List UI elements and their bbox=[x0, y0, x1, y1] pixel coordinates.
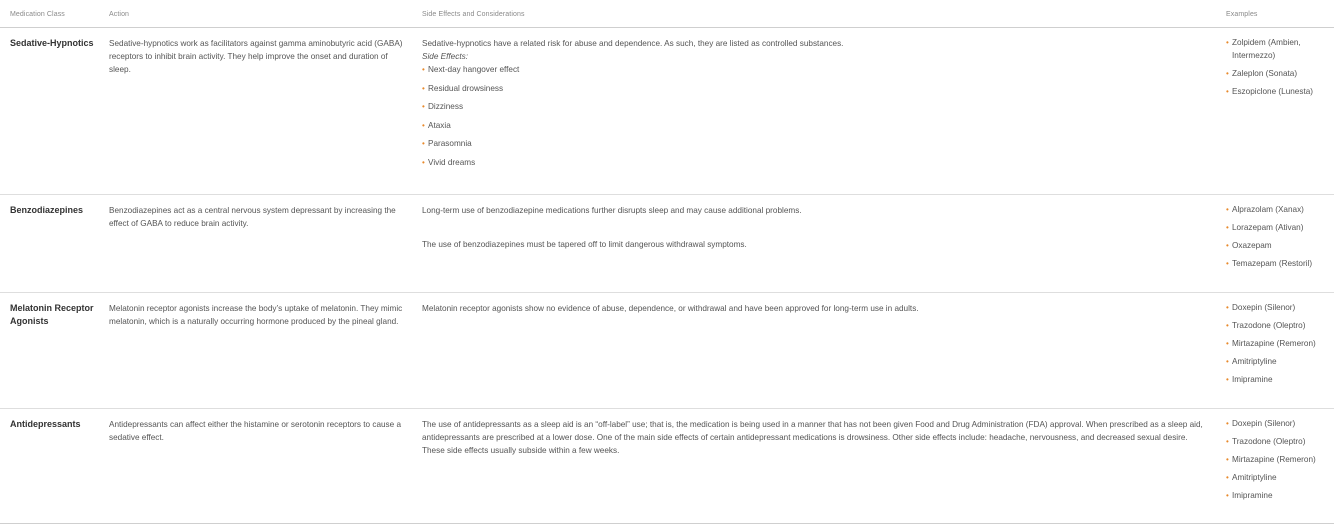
list-item bbox=[1226, 86, 1330, 99]
action-text: Melatonin receptor agonists increase the body’s uptake of melatonin. They mimic melatonin, which is a naturally occurring hormone produced by the pineal gland. bbox=[109, 304, 403, 326]
class-name: Sedative-Hypnotics bbox=[10, 38, 94, 48]
example-text: Lorazepam (Ativan) bbox=[1232, 223, 1304, 232]
list-item bbox=[1226, 374, 1330, 387]
example-text: Alprazolam (Xanax) bbox=[1232, 205, 1304, 214]
header-examples: Examples bbox=[1226, 11, 1258, 18]
list-item bbox=[1226, 68, 1330, 81]
class-name: Melatonin Receptor Agonists bbox=[10, 303, 94, 326]
example-text: Doxepin (Silenor) bbox=[1232, 303, 1296, 312]
list-item bbox=[1226, 258, 1330, 271]
list-item-text: Vivid dreams bbox=[428, 157, 476, 167]
side-effects-text: The use of antidepressants as a sleep aid is an “off-label” use; that is, the medication is being used in a manner that has not been given Food and Drug Administration (FDA) approval. When prescribed as a sleep aid, antidepressants are prescribed at a lower dose. One of the main side effects of certain antidepressant medications is drowsiness. Other side effects include: headache, nervousness, and decreased sexual desire. These side effects usually subside within a few weeks. bbox=[422, 420, 1203, 455]
examples-cell bbox=[1226, 37, 1334, 194]
example-text: Doxepin (Silenor) bbox=[1232, 419, 1296, 428]
bullet-icon: • bbox=[1226, 86, 1229, 96]
side-effects-text: Long-term use of benzodiazepine medications further disrupts sleep and may cause additional problems. bbox=[422, 206, 802, 215]
example-text: Trazodone (Oleptro) bbox=[1232, 321, 1306, 330]
list-item-text: Next-day hangover effect bbox=[428, 65, 520, 74]
example-text: Eszopiclone (Lunesta) bbox=[1232, 86, 1314, 96]
examples-cell bbox=[1226, 204, 1334, 292]
example-text: Trazodone (Oleptro) bbox=[1232, 437, 1306, 446]
header-action: Action bbox=[109, 11, 130, 18]
list-item bbox=[1226, 222, 1330, 235]
side-effects-list bbox=[422, 63, 1208, 169]
table-row bbox=[0, 409, 1334, 524]
example-text: Amitriptyline bbox=[1232, 473, 1277, 482]
table-row bbox=[0, 28, 1334, 195]
side-effects-heading: Side Effects: bbox=[422, 52, 468, 61]
example-text: Zaleplon (Sonata) bbox=[1232, 68, 1298, 78]
list-item bbox=[1226, 436, 1330, 449]
examples-list bbox=[1226, 204, 1330, 271]
list-item bbox=[1226, 418, 1330, 431]
list-item bbox=[1226, 302, 1330, 315]
side-effects-cell bbox=[422, 37, 1226, 194]
table-row bbox=[0, 293, 1334, 409]
list-item-text: Residual drowsiness bbox=[428, 83, 504, 93]
header-medication-class: Medication Class bbox=[10, 11, 65, 18]
bullet-icon: • bbox=[1226, 357, 1229, 366]
bullet-icon: • bbox=[1226, 455, 1229, 464]
list-item bbox=[422, 156, 1208, 169]
list-item bbox=[1226, 472, 1330, 485]
example-text: Zolpidem (Ambien, Intermezzo) bbox=[1232, 38, 1301, 60]
example-text: Amitriptyline bbox=[1232, 357, 1277, 366]
bullet-icon: • bbox=[1226, 68, 1229, 78]
list-item bbox=[1226, 338, 1330, 351]
example-text: Mirtazapine (Remeron) bbox=[1232, 455, 1316, 464]
example-text: Imipramine bbox=[1232, 375, 1273, 384]
bullet-icon: • bbox=[1226, 491, 1229, 500]
list-item bbox=[422, 82, 1208, 95]
side-effects-text: Sedative-hypnotics have a related risk for abuse and dependence. As such, they are listed as controlled substances. bbox=[422, 39, 844, 48]
bullet-icon: • bbox=[422, 65, 425, 74]
bullet-icon: • bbox=[422, 102, 425, 111]
list-item-text: Parasomnia bbox=[428, 139, 472, 148]
examples-list bbox=[1226, 418, 1330, 503]
class-name: Benzodiazepines bbox=[10, 205, 84, 215]
side-effects-text: Melatonin receptor agonists show no evidence of abuse, dependence, or withdrawal and have been approved for long-term use in adults. bbox=[422, 304, 919, 313]
list-item bbox=[1226, 454, 1330, 467]
list-item-text: Ataxia bbox=[428, 120, 451, 130]
side-effects-cell bbox=[422, 418, 1226, 523]
list-item bbox=[422, 119, 1208, 132]
bullet-icon: • bbox=[1226, 223, 1229, 232]
table-row bbox=[0, 195, 1334, 293]
paragraph-gap bbox=[422, 217, 1208, 238]
bullet-icon: • bbox=[1226, 38, 1229, 47]
list-item bbox=[1226, 204, 1330, 217]
bullet-icon: • bbox=[1226, 375, 1229, 384]
bullet-icon: • bbox=[1226, 205, 1229, 214]
examples-list bbox=[1226, 302, 1330, 387]
header-side-effects: Side Effects and Considerations bbox=[422, 11, 525, 18]
action-text: Benzodiazepines act as a central nervous system depressant by increasing the effect of GABA to reduce brain activity. bbox=[109, 206, 396, 228]
bullet-icon: • bbox=[422, 83, 425, 93]
examples-cell bbox=[1226, 418, 1334, 523]
list-item-text: Dizziness bbox=[428, 102, 464, 111]
example-text: Mirtazapine (Remeron) bbox=[1232, 339, 1316, 348]
action-text: Sedative-hypnotics work as facilitators against gamma aminobutyric acid (GABA) receptors to inhibit brain activity. They help improve the onset and duration of sleep. bbox=[109, 39, 403, 74]
example-text: Temazepam (Restoril) bbox=[1232, 259, 1313, 268]
bullet-icon: • bbox=[422, 139, 425, 148]
bullet-icon: • bbox=[1226, 419, 1229, 428]
bullet-icon: • bbox=[1226, 259, 1229, 268]
list-item bbox=[422, 63, 1208, 76]
example-text: Imipramine bbox=[1232, 491, 1273, 500]
bullet-icon: • bbox=[1226, 473, 1229, 482]
list-item bbox=[1226, 240, 1330, 253]
examples-cell bbox=[1226, 302, 1334, 408]
list-item bbox=[1226, 356, 1330, 369]
bullet-icon: • bbox=[1226, 241, 1229, 250]
bullet-icon: • bbox=[422, 157, 425, 167]
bullet-icon: • bbox=[422, 120, 425, 130]
bullet-icon: • bbox=[1226, 437, 1229, 446]
list-item bbox=[1226, 490, 1330, 503]
list-item bbox=[1226, 320, 1330, 333]
list-item bbox=[422, 137, 1208, 150]
list-item bbox=[422, 100, 1208, 113]
list-item bbox=[1226, 37, 1330, 62]
bullet-icon: • bbox=[1226, 339, 1229, 348]
table-header bbox=[0, 0, 1334, 28]
example-text: Oxazepam bbox=[1232, 241, 1272, 250]
bullet-icon: • bbox=[1226, 321, 1229, 330]
bullet-icon: • bbox=[1226, 303, 1229, 312]
action-text: Antidepressants can affect either the histamine or serotonin receptors to cause a sedative effect. bbox=[109, 420, 402, 442]
class-name: Antidepressants bbox=[10, 419, 81, 429]
side-effects-cell bbox=[422, 204, 1226, 292]
side-effects-cell bbox=[422, 302, 1226, 408]
examples-list bbox=[1226, 37, 1330, 98]
side-effects-text: The use of benzodiazepines must be tapered off to limit dangerous withdrawal symptoms. bbox=[422, 240, 747, 249]
